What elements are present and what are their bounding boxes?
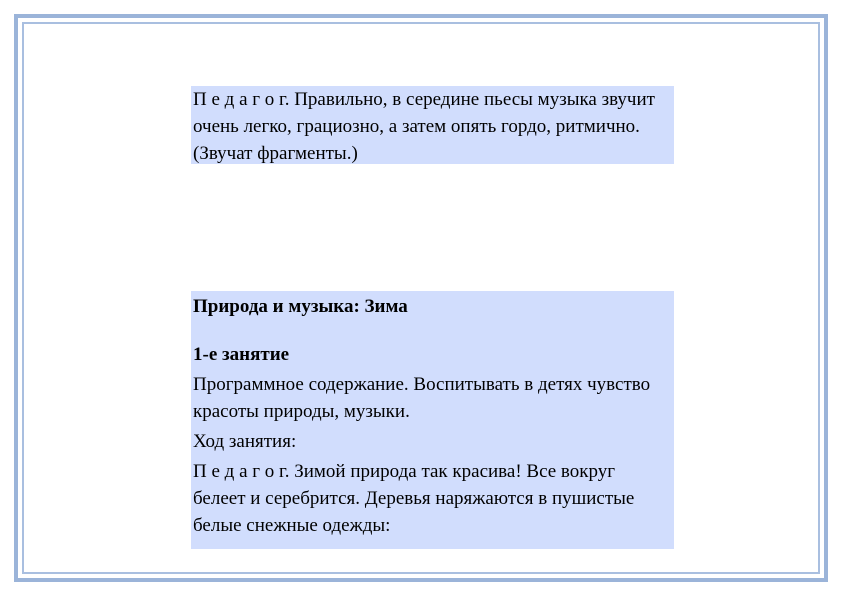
text-block-teacher-remark xyxy=(191,86,674,164)
course-heading: Ход занятия: xyxy=(193,431,297,452)
text-block-lesson xyxy=(191,291,674,549)
teacher-remark-paragraph: П е д а г о г. Правильно, в середине пьесы музыка звучит очень легко, грациозно, а затем опять гордо, ритмично. (Звучат фрагменты.) xyxy=(193,89,655,164)
program-content-paragraph: Программное содержание. Воспитывать в детях чувство красоты природы, музыки. xyxy=(193,374,651,422)
lesson-heading: 1-е занятие xyxy=(193,344,290,365)
section-title: Природа и музыка: Зима xyxy=(193,296,408,317)
teacher-speech-paragraph: П е д а г о г. Зимой природа так красива! Все вокруг белеет и серебрится. Деревья наряжаются в пушистые белые снежные одежды: xyxy=(193,461,635,536)
